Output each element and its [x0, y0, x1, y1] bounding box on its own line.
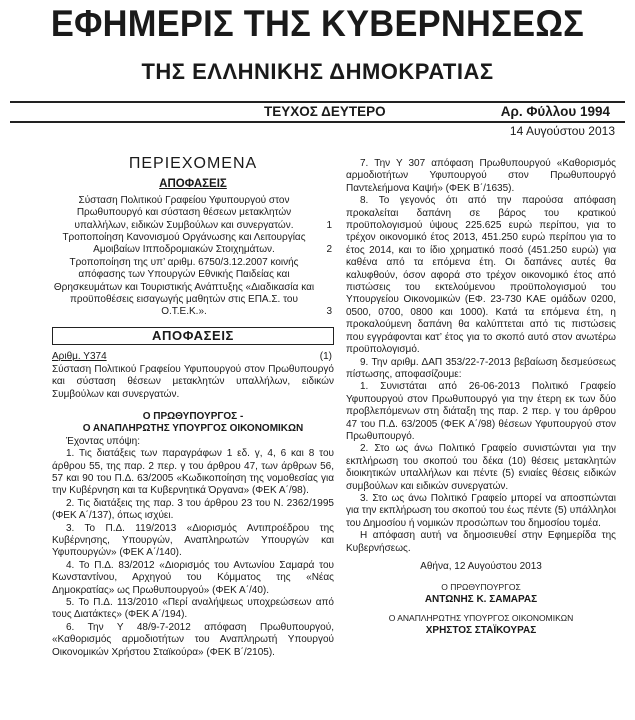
place-date: Αθήνα, 12 Αυγούστου 2013 [420, 561, 542, 572]
sheet-number: Αρ. Φύλλου 1994 [500, 104, 610, 119]
consideration-item: 6. Την Υ 48/9-7-2012 απόφαση Πρωθυπουργού, «Καθορισμός αρμοδιοτήτων του Αναπληρωτή Υπουργού Οικονομικών Χρήστου Σταϊκούρα» (ΦΕΚ Β΄/2105). [52, 621, 334, 658]
toc-item-text: Τροποποίηση Κανονισμού Οργάνωσης και Λειτουργίας Αμοιβαίων Ιπποδρομιακών Στοιχημάτων. [62, 232, 306, 256]
decision-number: Αριθμ. Υ374 [52, 351, 107, 363]
consideration-item: 1. Τις διατάξεις των παραγράφων 1 εδ. γ, 4, 6 και 8 του άρθρου 55, της παρ. 2 περ. γ του άρθρου 47, των άρθρων 56, 57 και 90 του Π.Δ. 63/2005 «Κωδικοποίηση της νομοθεσίας για την Κυβέρνηση και τα Κυβερνητικά Όργανα» (ΦΕΚ Α΄/98). [52, 448, 334, 497]
toc-item-page: 3 [326, 306, 332, 318]
consideration-item: 5. Το Π.Δ. 113/2010 «Περί αναλήψεως υποχρεώσεων από τους Διατάκτες» (ΦΕΚ Α΄/194). [52, 597, 334, 621]
toc-item-page: 2 [326, 244, 332, 256]
consideration-item: 9. Την αριθμ. ΔΑΠ 353/22-7-2013 βεβαίωση δεσμεύσεως πίστωσης, αποφασίζουμε: [346, 356, 616, 380]
contents-heading: ΠΕΡΙΕΧΟΜΕΝΑ [128, 155, 258, 172]
gazette-title: ΕΦΗΜΕΡΙΣ ΤΗΣ ΚΥΒΕΡΝΗΣΕΩΣ [50, 3, 585, 44]
decisions-boxed-heading: ΑΠΟΦΑΣΕΙΣ [52, 327, 334, 345]
right-column [346, 158, 616, 637]
gazette-subtitle: ΤΗΣ ΕΛΛΗΝΙΚΗΣ ΔΗΜΟΚΡΑΤΙΑΣ [141, 59, 494, 84]
toc-item-text: Τροποποίηση της υπ’ αριθμ. 6750/3.12.2007 κοινής απόφασης των Υπουργών Εθνικής Παιδείας και Θρησκευμάτων και Τουριστικής Ανάπτυξης «Διαδικασία και προϋποθέσεις εισαγωγής μαθητών στις ΕΠΑ.Σ. του Ο.Τ.Ε.Κ.». [53, 256, 315, 318]
issue-row [14, 104, 622, 122]
consideration-item: 8. Το γεγονός ότι από την παρούσα απόφαση προκαλείται δαπάνη σε βάρος του κρατικού προϋπολογισμού ύψους 225.625 ευρώ περίπου, για το τρέχον οικονομικό έτος 2013, 451.250 ευρώ περίπου για το έτος 2014, και το ίδιο χρηματικό ποσό (451.250 ευρώ) για καθένα από τα επόμενα έτη. Οι δαπάνες αυτές θα καλυφθούν, όσον αφορά στο τρέχον οικονομικό έτος από πιστώσεις του εκτελούμενου προϋπολογισμού του Υπουργείου Οικονομικών (ΕΦ. 23-730 ΚΑΕ ομάδων 0200, 0500, 0700, 0800 και 1000). Κατά τα επόμενα έτη, η προκαλούμενη δαπάνη θα καλύπτεται από τις πιστώσεις που εγγράφονται κατ’ έτος για το σκοπό αυτό στον ανωτέρω προϋπολογισμό. [346, 195, 616, 356]
decision-article: 3. Στο ως άνω Πολιτικό Γραφείο μπορεί να αποσπώνται για την εκπλήρωση του σκοπού του έως πέντε (5) υπάλληλοι του Δημοσίου ή νομικών προσώπων του δημοσίου τομέα. [346, 492, 616, 529]
decision-subject: Σύσταση Πολιτικού Γραφείου Υφυπουργού στον Πρωθυπουργό και σύσταση θέσεων μετακλητών υπαλλήλων, ειδικών Συμβούλων και συνεργατών. [52, 363, 334, 400]
toc-item-page: 1 [326, 219, 332, 231]
signature-1-name: ΑΝΤΩΝΗΣ Κ. ΣΑΜΑΡΑΣ [424, 593, 538, 605]
toc-item [52, 232, 334, 257]
consideration-item: 3. Το Π.Δ. 119/2013 «Διορισμός Αντιπροέδρου της Κυβέρνησης, Υπουργών, Αναπληρωτών Υπουργών και Υφυπουργών» (ΦΕΚ Α΄/140). [52, 522, 334, 559]
consideration-item: 4. Το Π.Δ. 83/2012 «Διορισμός του Αντωνίου Σαμαρά του Κωνσταντίνου, Αρχηγού του Κόμματος της «Νέας Δημοκρατίας» ως Πρωθυπουργού» (ΦΕΚ Α΄/40). [52, 559, 334, 596]
decision-ref: (1) [319, 351, 332, 363]
considering-label: Έχοντας υπόψη: [66, 435, 140, 447]
signature-2-title: Ο ΑΝΑΠΛΗΡΩΤΗΣ ΥΠΟΥΡΓΟΣ ΟΙΚΟΝΟΜΙΚΩΝ [388, 613, 574, 624]
toc-item-text: Σύσταση Πολιτικού Γραφείου Υφυπουργού στον Πρωθυπουργό και σύσταση θέσεων μετακλητών υπαλλήλων, ειδικών Συμβούλων και συνεργατών. [74, 194, 294, 231]
consideration-item: 7. Την Υ 307 απόφαση Πρωθυπουργού «Καθορισμός αρμοδιοτήτων Υφυπουργού στον Πρωθυπουργό Παντελεήμονα Καψή» (ΦΕΚ Β΄/1635). [346, 158, 616, 194]
publication-order: Η απόφαση αυτή να δημοσιευθεί στην Εφημερίδα της Κυβερνήσεως. [346, 530, 616, 554]
signature-2-name: ΧΡΗΣΤΟΣ ΣΤΑΪΚΟΥΡΑΣ [425, 624, 537, 636]
consideration-item: 2. Τις διατάξεις της παρ. 3 του άρθρου 23 του Ν. 2362/1995 (ΦΕΚ Α΄/137), όπως ισχύει. [52, 497, 334, 522]
signature-1-title: Ο ΠΡΩΘΥΠΟΥΡΓΟΣ [441, 582, 521, 593]
issue-date: 14 Αυγούστου 2013 [509, 124, 615, 138]
left-column [52, 155, 334, 659]
toc-item [52, 195, 334, 232]
decision-article: 1. Συνιστάται από 26-06-2013 Πολιτικό Γραφείο Υφυπουργού στον Πρωθυπουργό για την έτερη εκ των δύο προβλεπόμενων στη διάταξη της παρ. 2 περ. γ του άρθρου 47 του Π.Δ. 63/2005 (ΦΕΚ Α΄/98) θέσεων Υφυπουργού στον Πρωθυπουργό. [346, 381, 616, 442]
header-rule-bottom [10, 121, 625, 123]
header-rule-top [10, 101, 625, 103]
issue-label: ΤΕΥΧΟΣ ΔΕΥΤΕΡΟ [264, 104, 386, 119]
issuer-line-1: Ο ΠΡΩΘΥΠΟΥΡΓΟΣ - [142, 410, 244, 422]
contents-section-heading: ΑΠΟΦΑΣΕΙΣ [159, 178, 227, 191]
decision-article: 2. Στο ως άνω Πολιτικό Γραφείο συνιστώνται για την εκπλήρωση του σκοπού του δέκα (10) θέσεις μετακλητών διοικητικών υπαλλήλων και πέντε (5) ενιαίες θέσεις ειδικών συμβούλων και ειδικών συνεργατών. [346, 443, 616, 492]
toc-item [52, 257, 334, 319]
decision-number-row [52, 351, 334, 363]
issuer-line-2: Ο ΑΝΑΠΛΗΡΩΤΗΣ ΥΠΟΥΡΓΟΣ ΟΙΚΟΝΟΜΙΚΩΝ [82, 423, 304, 435]
